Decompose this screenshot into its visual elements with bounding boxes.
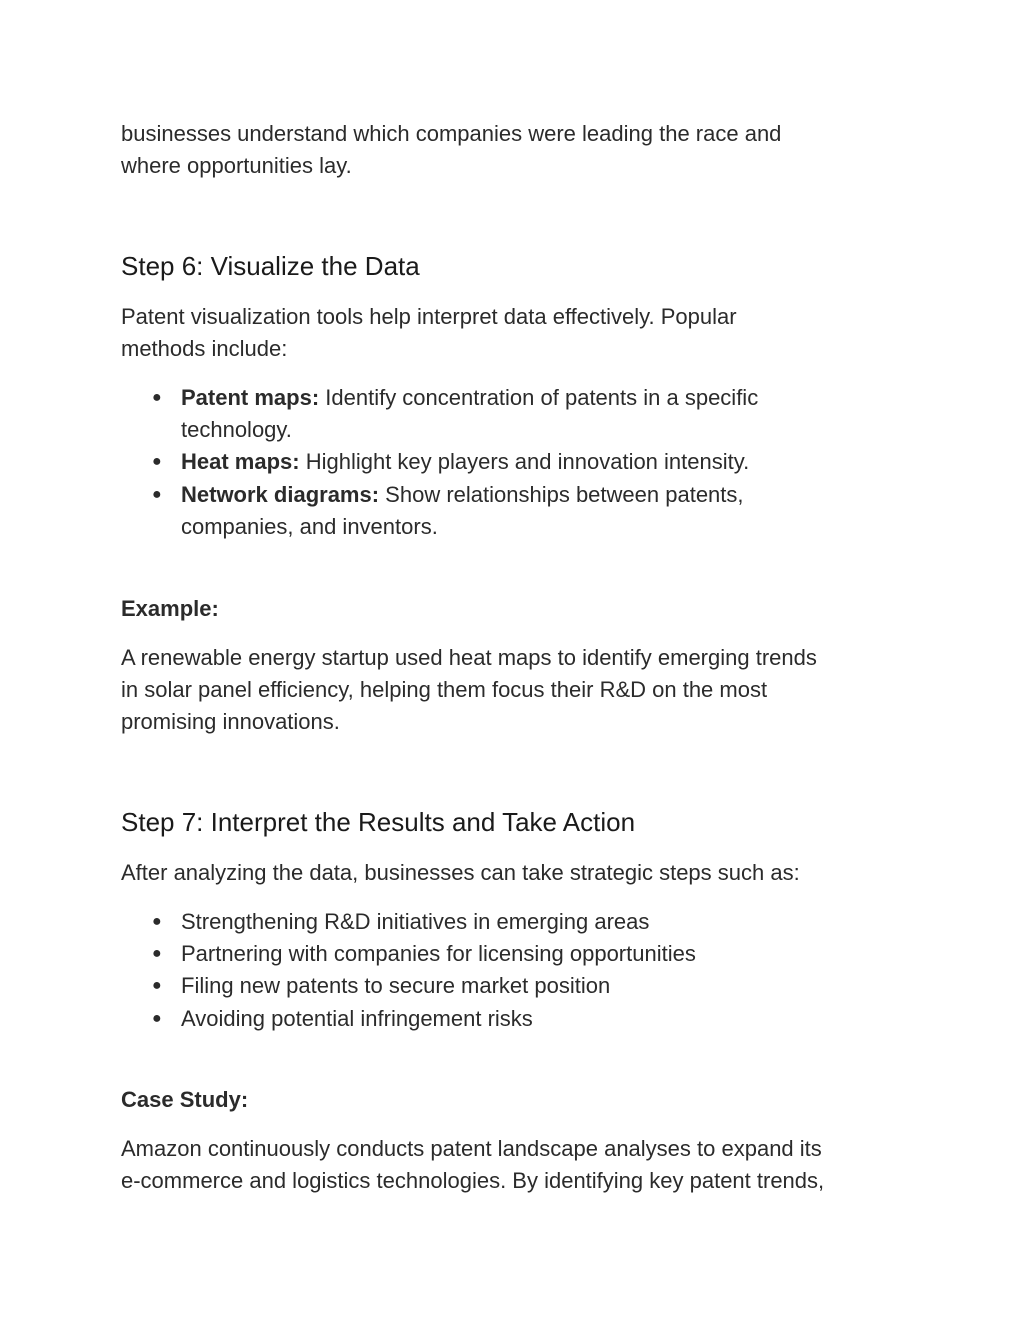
case-study-label: Case Study: [121,1087,249,1112]
case-study-line-2: e-commerce and logistics technologies. By identifying key patent trends, [121,1168,825,1193]
list-item-patent-maps [181,382,758,414]
bullet-icon: ● [152,453,162,470]
list-item-network-diagrams [181,479,744,511]
bullet-icon: ● [152,1010,162,1027]
list-item-term: Patent maps: [181,385,320,410]
step7-heading: Step 7: Interpret the Results and Take Action [121,807,636,837]
example-label: Example: [121,596,219,621]
list-item-term: Network diagrams: [181,482,380,507]
step6-intro-line-2: methods include: [121,336,288,361]
list-item: Partnering with companies for licensing opportunities [181,941,696,966]
list-item: Strengthening R&D initiatives in emerging areas [181,909,650,934]
list-item-heat-maps [181,446,749,478]
list-item-text: Identify concentration of patents in a specific [319,385,759,410]
example-line-3: promising innovations. [121,709,340,734]
list-item-continuation: technology. [181,417,292,442]
example-line-2: in solar panel efficiency, helping them focus their R&D on the most [121,677,768,702]
bullet-icon: ● [152,486,162,503]
bullet-icon: ● [152,945,162,962]
case-study-line-1: Amazon continuously conducts patent landscape analyses to expand its [121,1136,822,1161]
step6-intro-line-1: Patent visualization tools help interpret data effectively. Popular [121,304,737,329]
bullet-icon: ● [152,977,162,994]
intro-line-1: businesses understand which companies were leading the race and [121,121,782,146]
list-item: Filing new patents to secure market position [181,973,611,998]
example-line-1: A renewable energy startup used heat maps to identify emerging trends [121,645,817,670]
list-item: Avoiding potential infringement risks [181,1006,533,1031]
intro-line-2: where opportunities lay. [121,153,352,178]
step7-intro-line-1: After analyzing the data, businesses can take strategic steps such as: [121,860,800,885]
bullet-icon: ● [152,913,162,930]
list-item-text: Highlight key players and innovation intensity. [299,449,750,474]
step6-heading: Step 6: Visualize the Data [121,251,420,281]
bullet-icon: ● [152,389,162,406]
list-item-continuation: companies, and inventors. [181,514,438,539]
list-item-text: Show relationships between patents, [379,482,744,507]
list-item-term: Heat maps: [181,449,300,474]
